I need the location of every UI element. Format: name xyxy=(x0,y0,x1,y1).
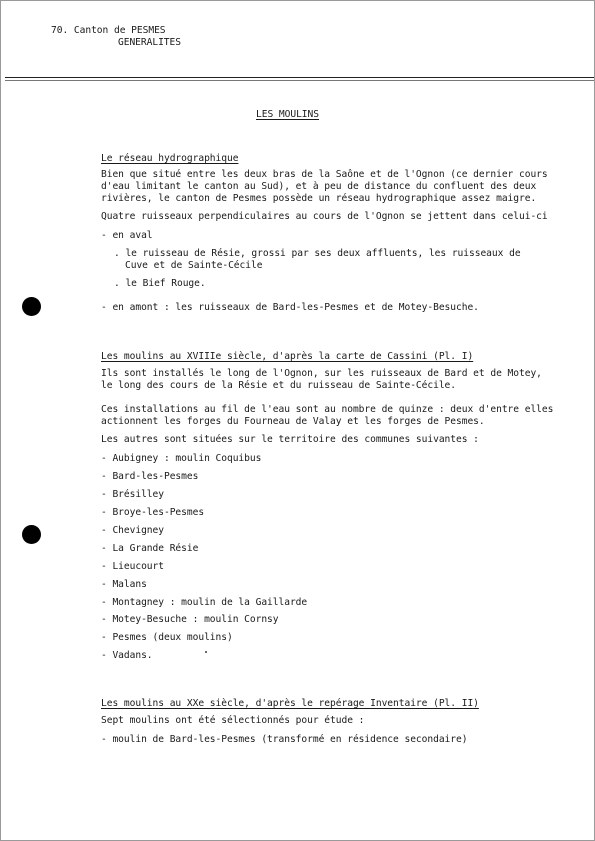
commune-list-item: - Bard-les-Pesmes xyxy=(101,471,199,482)
punch-hole-lower xyxy=(22,525,41,544)
paragraph-line: Ils sont installés le long de l'Ognon, sur les ruisseaux de Bard et de Motey, xyxy=(101,368,542,379)
paragraph-line: Quatre ruisseaux perpendiculaires au cours de l'Ognon se jettent dans celui-ci xyxy=(101,211,548,222)
sub-list-item: . le ruisseau de Résie, grossi par ses deux affluents, les ruisseaux de xyxy=(114,248,521,259)
paragraph-line: Ces installations au fil de l'eau sont au nombre de quinze : deux d'entre elles xyxy=(101,404,554,415)
commune-list-item: - Broye-les-Pesmes xyxy=(101,507,205,518)
speck xyxy=(205,651,207,653)
commune-list-item: - Malans xyxy=(101,579,147,590)
commune-list-item: - Chevigney xyxy=(101,525,164,536)
commune-list-item: - Aubigney : moulin Coquibus xyxy=(101,453,262,464)
page-title: LES MOULINS xyxy=(256,109,319,120)
section-heading-xviii: Les moulins au XVIIIe siècle, d'après la carte de Cassini (Pl. I) xyxy=(101,351,474,362)
commune-list-item: - Brésilley xyxy=(101,489,164,500)
section-heading-hydro: Le réseau hydrographique xyxy=(101,153,239,164)
header-line-1: 70. Canton de PESMES xyxy=(51,25,166,36)
paragraph-line: Bien que situé entre les deux bras de la Saône et de l'Ognon (ce dernier cours xyxy=(101,169,548,180)
paragraph-line: le long des cours de la Résie et du ruisseau de Sainte-Cécile. xyxy=(101,380,457,391)
commune-list-item: - Lieucourt xyxy=(101,561,164,572)
section-heading-xx: Les moulins au XXe siècle, d'après le repérage Inventaire (Pl. II) xyxy=(101,698,479,709)
header-rule xyxy=(5,77,594,78)
paragraph-line: Sept moulins ont été sélectionnés pour étude : xyxy=(101,715,365,726)
paragraph-line: rivières, le canton de Pesmes possède un réseau hydrographique assez maigre. xyxy=(101,193,537,204)
commune-list-item: - La Grande Résie xyxy=(101,543,199,554)
punch-hole-upper xyxy=(22,297,41,316)
header-rule-thin xyxy=(5,80,594,81)
commune-list-item: - Vadans. xyxy=(101,650,153,661)
sub-list-item-cont: Cuve et de Sainte-Cécile xyxy=(125,260,263,271)
commune-list-item: - Pesmes (deux moulins) xyxy=(101,632,233,643)
list-item: - en aval xyxy=(101,230,153,241)
commune-list-item: - Motey-Besuche : moulin Cornsy xyxy=(101,614,279,625)
list-item: - moulin de Bard-les-Pesmes (transformé en résidence secondaire) xyxy=(101,734,468,745)
header-line-2: GENERALITES xyxy=(118,37,181,48)
paragraph-line: Les autres sont situées sur le territoire des communes suivantes : xyxy=(101,434,479,445)
list-item: - en amont : les ruisseaux de Bard-les-Pesmes et de Motey-Besuche. xyxy=(101,302,479,313)
paragraph-line: d'eau limitant le canton au Sud), et à peu de distance du confluent des deux xyxy=(101,181,537,192)
commune-list-item: - Montagney : moulin de la Gaillarde xyxy=(101,597,308,608)
paragraph-line: actionnent les forges du Fourneau de Valay et les forges de Pesmes. xyxy=(101,416,485,427)
sub-list-item: . le Bief Rouge. xyxy=(114,278,206,289)
